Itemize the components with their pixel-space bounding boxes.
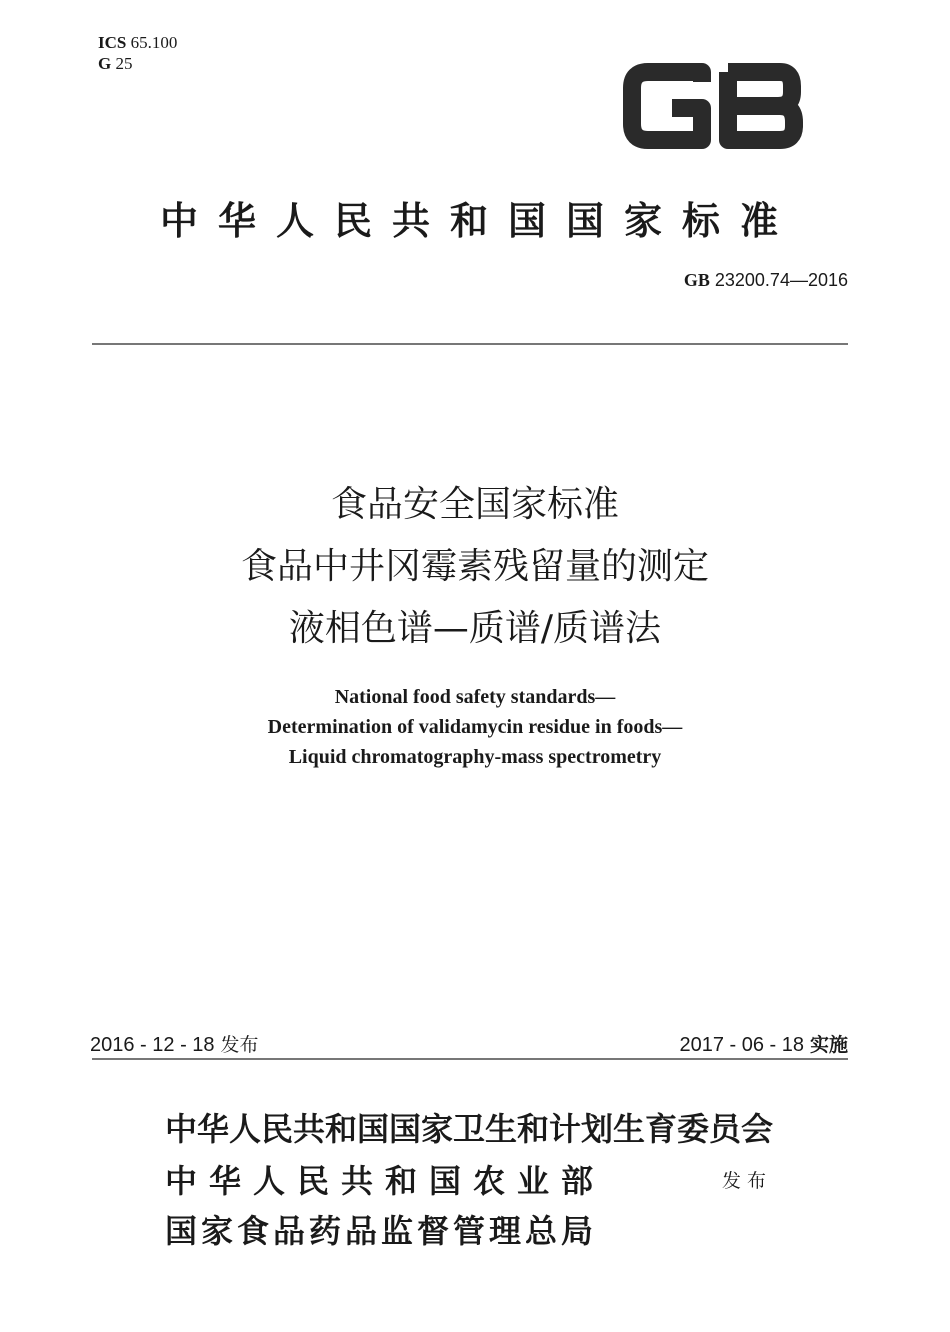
gb-logo-icon <box>620 58 804 154</box>
standard-number-prefix: GB <box>683 270 710 290</box>
issuer-line2: 中华人民共和国农业部 <box>165 1162 606 1200</box>
standard-number-value: 23200.74—2016 <box>714 270 848 290</box>
title-cn-line3: 液相色谱—质谱/质谱法 <box>288 608 662 649</box>
classification-codes <box>98 32 177 74</box>
issue-date <box>90 1030 259 1057</box>
g-code: 25 <box>115 54 133 73</box>
top-divider <box>92 343 848 345</box>
standard-number <box>684 270 848 291</box>
implement-date-value: 2017 - 06 - 18 <box>679 1034 804 1056</box>
g-label: G <box>98 54 112 73</box>
title-cn-line1: 食品安全国家标准 <box>330 484 619 525</box>
standard-type-title: 中华人民共和国国家标准 <box>159 198 798 243</box>
bottom-divider <box>92 1058 848 1060</box>
title-en-line3: Liquid chromatography-mass spectrometry <box>288 746 662 768</box>
implement-date <box>679 1030 848 1057</box>
implement-label: 实施 <box>809 1034 848 1056</box>
issue-label: 发布 <box>220 1034 259 1056</box>
title-cn-line2: 食品中井冈霉素残留量的测定 <box>240 546 709 587</box>
ics-label: ICS <box>98 33 127 52</box>
publish-label: 发布 <box>722 1170 773 1192</box>
issuer-line1: 中华人民共和国国家卫生和计划生育委员会 <box>165 1110 774 1148</box>
ics-code: 65.100 <box>130 33 178 52</box>
issuer-line3: 国家食品药品监督管理总局 <box>165 1212 598 1250</box>
title-en-line1: National food safety standards— <box>334 686 616 708</box>
svg-text:GB: GB <box>712 111 724 120</box>
title-en-line2: Determination of validamycin residue in foods— <box>267 716 683 738</box>
issue-date-value: 2016 - 12 - 18 <box>90 1034 215 1056</box>
